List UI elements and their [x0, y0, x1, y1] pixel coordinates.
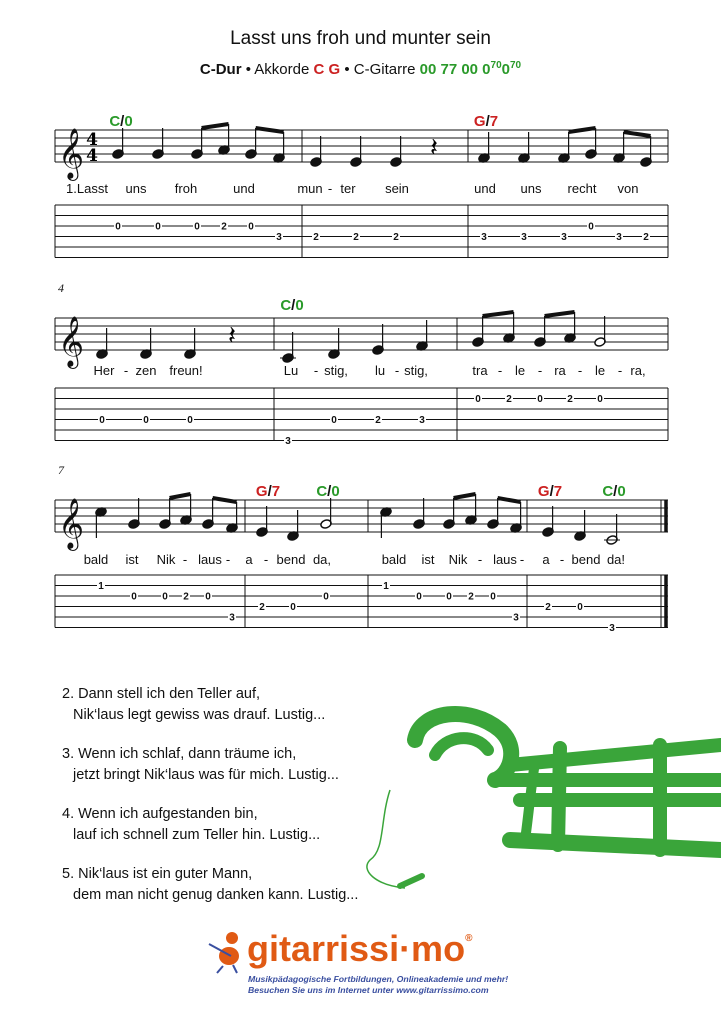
lyric-syllable: stig, [404, 363, 428, 378]
tab-fret-number: 0 [577, 602, 583, 613]
tab-fret-number: 0 [597, 394, 603, 405]
tab-fret-number: 2 [183, 591, 189, 603]
tab-fret-number: 2 [353, 232, 359, 243]
chord-c-label: C [313, 61, 325, 78]
verse-2: 2. Dann stell ich den Teller auf, Nik‘laus legt gewiss was drauf. Lustig... [62, 686, 326, 723]
tab-fret-number: 0 [331, 415, 337, 426]
tab-fret-number: 1 [383, 581, 389, 592]
note-beam [202, 124, 229, 128]
lyric-syllable: da! [606, 552, 626, 567]
tab-fret-number: 0 [187, 415, 193, 426]
tab-fret-number: 0 [475, 394, 481, 405]
tab-fret-number: 3 [521, 232, 527, 243]
lyric-syllable: Nik [156, 552, 176, 567]
chord-symbol: C/0 [109, 113, 133, 130]
tab-fret-number: 0 [490, 591, 496, 603]
measure-number: 7 [58, 463, 64, 477]
lyric-syllable: und [233, 181, 255, 196]
tab-fret-number: 3 [229, 612, 235, 624]
lyric-syllable: - [477, 552, 483, 567]
lyric-syllable: Nik [448, 552, 468, 567]
lyric-syllable: - [263, 552, 269, 567]
chord-g-label: G [328, 61, 341, 78]
logo-tagline: Musikpädagogische Fortbildungen, Onlineakademie und mehr! [248, 974, 509, 984]
quarter-rest-icon: 𝄽 [228, 321, 236, 351]
lyric-syllable: da, [312, 552, 332, 567]
lyric-syllable: uns [520, 181, 542, 196]
verse-3: 3. Wenn ich schlaf, dann träume ich, jetzt bringt Nik‘laus was für mich. Lustig... [62, 746, 339, 783]
tab-fret-number: 3 [285, 436, 291, 447]
tab-fret-number: 3 [609, 623, 615, 634]
time-signature-top: 4 [86, 130, 98, 150]
lyric-syllable: zen [135, 363, 157, 378]
chord-symbol: G/7 [537, 483, 563, 500]
tab-fret-number: 0 [99, 415, 105, 426]
lyric-syllable: freun! [169, 363, 203, 378]
tab-fret-number: 2 [259, 602, 265, 613]
lyric-syllable: - [519, 552, 525, 567]
tab-fret-number: 2 [393, 232, 399, 243]
lyric-syllable: mun [297, 181, 323, 196]
tab-fret-number: 2 [643, 232, 649, 243]
note-beam [569, 128, 596, 132]
lyric-syllable: - [617, 363, 623, 378]
note-beam [483, 312, 514, 316]
lyric-syllable: - [394, 363, 400, 378]
lyric-syllable: - [327, 181, 333, 196]
tab-fret-number: 3 [616, 232, 622, 243]
lyric-syllable: lu [374, 363, 386, 378]
tab-fret-number: 3 [419, 415, 425, 426]
guitar-player-icon [205, 930, 249, 974]
lyric-syllable: bend [571, 552, 601, 567]
lyric-syllable: ter [340, 181, 356, 196]
tab-fret-number: 0 [205, 591, 211, 603]
tab-fret-number: 0 [323, 591, 329, 603]
lyric-syllable: ist [421, 552, 435, 567]
note-beam [256, 128, 284, 132]
tab-fret-number: 0 [194, 221, 200, 233]
tab-fret-number: 0 [446, 591, 452, 603]
lyric-syllable: a [542, 552, 550, 567]
tab-fret-number: 2 [313, 232, 319, 243]
lyric-syllable: - [559, 552, 565, 567]
lyric-syllable: le [514, 363, 526, 378]
treble-clef-icon: 𝄞 [58, 128, 85, 179]
lyric-syllable: recht [567, 181, 597, 196]
key-label: C-Dur [199, 61, 242, 78]
fingering: 00 77 00 $0^{70}0^{70}$ [419, 60, 522, 78]
lyric-syllable: sein [385, 181, 409, 196]
lyric-syllable: bald [381, 552, 407, 567]
chord-symbol: C/0 [602, 483, 626, 500]
lyric-syllable: laus [198, 552, 222, 567]
logo-website-line: Besuchen Sie uns im Internet unter www.gitarrissimo.com [248, 985, 489, 995]
lyric-syllable: - [225, 552, 231, 567]
chord-symbol: C/0 [316, 483, 340, 500]
lyric-syllable: froh [174, 181, 198, 196]
note-beam [213, 498, 237, 502]
tab-fret-number: 2 [375, 415, 381, 426]
tab-fret-number: 0 [416, 591, 422, 603]
sled-illustration-icon [360, 700, 721, 920]
tab-fret-number: 2 [221, 221, 227, 233]
tab-fret-number: 3 [276, 232, 282, 243]
lyric-syllable: ra [554, 363, 566, 378]
lyric-syllable: laus [493, 552, 517, 567]
note-beam [170, 494, 191, 498]
tab-fret-number: 0 [162, 591, 168, 603]
lyric-syllable: von [617, 181, 639, 196]
tab-fret-number: 0 [588, 221, 594, 233]
tab-fret-number: 2 [545, 602, 551, 613]
lyric-syllable: 1.Lasst [66, 181, 108, 196]
note-beam [624, 132, 651, 136]
tab-fret-number: 1 [98, 581, 104, 592]
lyric-syllable: - [537, 363, 543, 378]
tab-fret-number: 2 [468, 591, 474, 603]
verse-5: 5. Nik‘laus ist ein guter Mann, dem man nicht genug danken kann. Lustig... [62, 866, 359, 903]
lyric-syllable: ist [125, 552, 139, 567]
lyric-syllable: - [497, 363, 503, 378]
lyric-syllable: Lu [283, 363, 299, 378]
verse-4: 4. Wenn ich aufgestanden bin, lauf ich schnell zum Teller hin. Lustig... [62, 806, 321, 843]
lyric-syllable: bend [276, 552, 306, 567]
time-signature-bottom: 4 [86, 146, 98, 166]
tab-fret-number: 0 [248, 221, 254, 233]
lyric-syllable: a [245, 552, 253, 567]
lyric-syllable: le [594, 363, 606, 378]
logo-wordmark: gitarrissi·mo® [247, 928, 473, 969]
tab-fret-number: 0 [290, 602, 296, 613]
tab-fret-number: 0 [155, 221, 161, 233]
chord-symbol: G/7 [473, 113, 499, 130]
treble-clef-icon: 𝄞 [58, 498, 85, 549]
verses [62, 684, 358, 924]
treble-clef-icon: 𝄞 [58, 316, 85, 367]
tab-fret-number: 0 [131, 591, 137, 603]
tab-fret-number: 0 [115, 221, 121, 233]
lyric-syllable: - [123, 363, 129, 378]
lyric-syllable: - [182, 552, 188, 567]
measure-number: 4 [58, 281, 64, 295]
tab-fret-number: 3 [561, 232, 567, 243]
tab-fret-number: 2 [506, 394, 512, 405]
chord-symbol: G/7 [255, 483, 281, 500]
lyric-syllable: und [474, 181, 496, 196]
note-beam [454, 494, 476, 498]
tab-fret-number: 3 [481, 232, 487, 243]
note-beam [545, 312, 575, 316]
lyric-syllable: tra [472, 363, 488, 378]
tab-fret-number: 0 [143, 415, 149, 426]
gitarrissimo-logo [205, 928, 525, 1008]
subtitle-sep: • Akkorde [241, 61, 314, 78]
lyric-syllable: stig, [324, 363, 348, 378]
quarter-rest-icon: 𝄽 [430, 133, 438, 163]
lyric-syllable: uns [125, 181, 147, 196]
subtitle-sep: • C-Gitarre [340, 61, 420, 78]
lyric-syllable: Her [93, 363, 115, 378]
tab-fret-number: 3 [513, 612, 519, 624]
tab-fret-number: 2 [567, 394, 573, 405]
lyric-syllable: bald [83, 552, 109, 567]
chord-symbol: C/0 [280, 297, 304, 314]
tab-fret-number: 0 [537, 394, 543, 405]
lyric-syllable: - [313, 363, 319, 378]
lyric-syllable: - [577, 363, 583, 378]
note-beam [498, 498, 521, 502]
lyric-syllable: ra, [630, 363, 646, 378]
song-title: Lasst uns froh und munter sein [230, 28, 491, 49]
